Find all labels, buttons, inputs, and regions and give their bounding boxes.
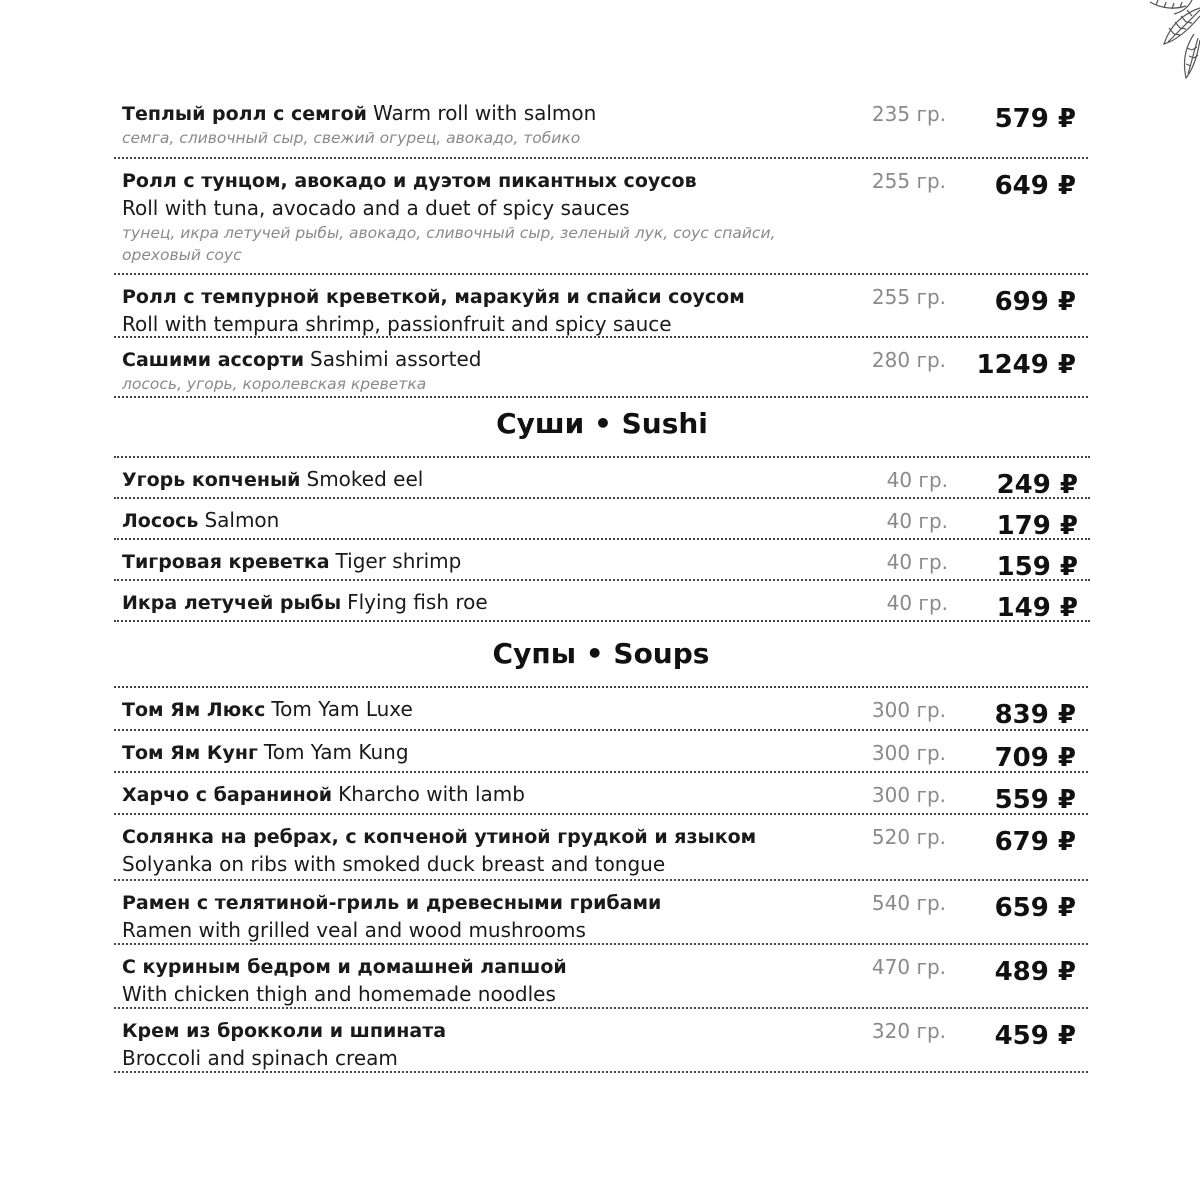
item-weight: 320 гр. xyxy=(871,1019,946,1043)
item-price: 149 ₽ xyxy=(996,593,1078,623)
item-price: 679 ₽ xyxy=(994,827,1076,857)
menu-item xyxy=(114,581,1090,622)
item-name-en: Solyanka on ribs with smoked duck breast and tongue xyxy=(122,852,666,876)
rolls-section xyxy=(114,92,1088,398)
item-name-ru: Икра летучей рыбы xyxy=(122,592,342,614)
soups-section xyxy=(114,630,1088,1073)
item-weight: 540 гр. xyxy=(871,891,946,915)
item-price: 699 ₽ xyxy=(994,287,1076,317)
menu-item xyxy=(114,338,1088,398)
item-weight: 300 гр. xyxy=(871,698,946,722)
item-price: 649 ₽ xyxy=(994,171,1076,201)
menu-item xyxy=(114,159,1088,275)
item-name-ru: Том Ям Люкс xyxy=(122,699,266,721)
item-weight: 235 гр. xyxy=(871,102,946,126)
menu-item xyxy=(114,688,1088,731)
menu-item xyxy=(114,499,1090,540)
item-name-en: With chicken thigh and homemade noodles xyxy=(122,982,556,1006)
item-name-ru: Тигровая креветка xyxy=(122,551,330,573)
item-name-ru: Ролл с темпурной креветкой, маракуйя и спайси соусом xyxy=(122,286,745,308)
item-weight: 300 гр. xyxy=(871,783,946,807)
item-weight: 40 гр. xyxy=(886,591,948,615)
item-name-ru: Том Ям Кунг xyxy=(122,742,258,764)
item-name-ru: Ролл с тунцом, авокадо и дуэтом пикантных соусов xyxy=(122,170,697,192)
item-price: 459 ₽ xyxy=(994,1021,1076,1051)
item-name-en: Smoked eel xyxy=(306,467,424,491)
item-name-ru: Крем из брокколи и шпината xyxy=(122,1020,447,1042)
item-price: 159 ₽ xyxy=(996,552,1078,582)
menu-item xyxy=(114,773,1088,815)
item-price: 179 ₽ xyxy=(996,511,1078,541)
item-weight: 255 гр. xyxy=(871,169,946,193)
item-description: тунец, икра летучей рыбы, авокадо, сливочный сыр, зеленый лук, соус спайси, ореховый соус xyxy=(122,224,776,264)
section-title: Супы • Soups xyxy=(492,637,710,670)
item-price: 659 ₽ xyxy=(994,893,1076,923)
item-name-en: Flying fish roe xyxy=(347,590,488,614)
section-title: Суши • Sushi xyxy=(496,407,708,440)
item-name-ru: Угорь копченый xyxy=(122,469,301,491)
menu-item xyxy=(114,458,1090,499)
item-price: 559 ₽ xyxy=(994,785,1076,815)
item-weight: 300 гр. xyxy=(871,741,946,765)
menu-item xyxy=(114,881,1088,945)
item-weight: 40 гр. xyxy=(886,550,948,574)
item-name-ru: Солянка на ребрах, с копченой утиной грудкой и языком xyxy=(122,826,757,848)
item-name-en: Kharcho with lamb xyxy=(338,782,525,806)
item-name-ru: Лосось xyxy=(122,510,199,532)
item-name-en: Broccoli and spinach cream xyxy=(122,1046,398,1070)
menu-item xyxy=(114,1009,1088,1073)
item-name-en: Warm roll with salmon xyxy=(372,101,597,125)
sushi-section xyxy=(114,400,1090,622)
item-weight: 470 гр. xyxy=(871,955,946,979)
item-name-en: Roll with tempura shrimp, passionfruit and spicy sauce xyxy=(122,312,672,336)
item-weight: 255 гр. xyxy=(871,285,946,309)
item-price: 249 ₽ xyxy=(996,470,1078,500)
item-price: 709 ₽ xyxy=(994,743,1076,773)
rolls-list xyxy=(114,92,1088,398)
item-price: 489 ₽ xyxy=(994,957,1076,987)
item-name-ru: Теплый ролл с семгой xyxy=(122,103,367,125)
menu-item xyxy=(114,92,1088,159)
item-name-en: Salmon xyxy=(204,508,280,532)
menu-item xyxy=(114,731,1088,773)
item-name-en: Ramen with grilled veal and wood mushrooms xyxy=(122,918,586,942)
item-name-ru: С куриным бедром и домашней лапшой xyxy=(122,956,567,978)
item-weight: 280 гр. xyxy=(871,348,946,372)
item-weight: 520 гр. xyxy=(871,825,946,849)
item-price: 839 ₽ xyxy=(994,700,1076,730)
item-name-ru: Харчо с бараниной xyxy=(122,784,333,806)
item-name-en: Sashimi assorted xyxy=(310,347,482,371)
soups-list xyxy=(114,686,1088,1073)
menu-item xyxy=(114,815,1088,881)
item-description: семга, сливочный сыр, свежий огурец, авокадо, тобико xyxy=(122,129,581,147)
item-name-en: Roll with tuna, avocado and a duet of spicy sauces xyxy=(122,196,630,220)
menu-item xyxy=(114,945,1088,1009)
menu-item xyxy=(114,540,1090,581)
item-price: 579 ₽ xyxy=(994,104,1076,134)
item-name-en: Tom Yam Luxe xyxy=(271,697,413,721)
sushi-list xyxy=(114,456,1090,622)
item-weight: 40 гр. xyxy=(886,509,948,533)
item-weight: 40 гр. xyxy=(886,468,948,492)
menu-item xyxy=(114,275,1088,338)
leaf-decoration-icon xyxy=(1090,0,1200,85)
item-price: 1249 ₽ xyxy=(976,350,1076,380)
item-name-ru: Сашими ассорти xyxy=(122,349,305,371)
item-description: лосось, угорь, королевская креветка xyxy=(122,375,427,393)
item-name-ru: Рамен с телятиной-гриль и древесными грибами xyxy=(122,892,662,914)
item-name-en: Tiger shrimp xyxy=(335,549,462,573)
item-name-en: Tom Yam Kung xyxy=(263,740,409,764)
